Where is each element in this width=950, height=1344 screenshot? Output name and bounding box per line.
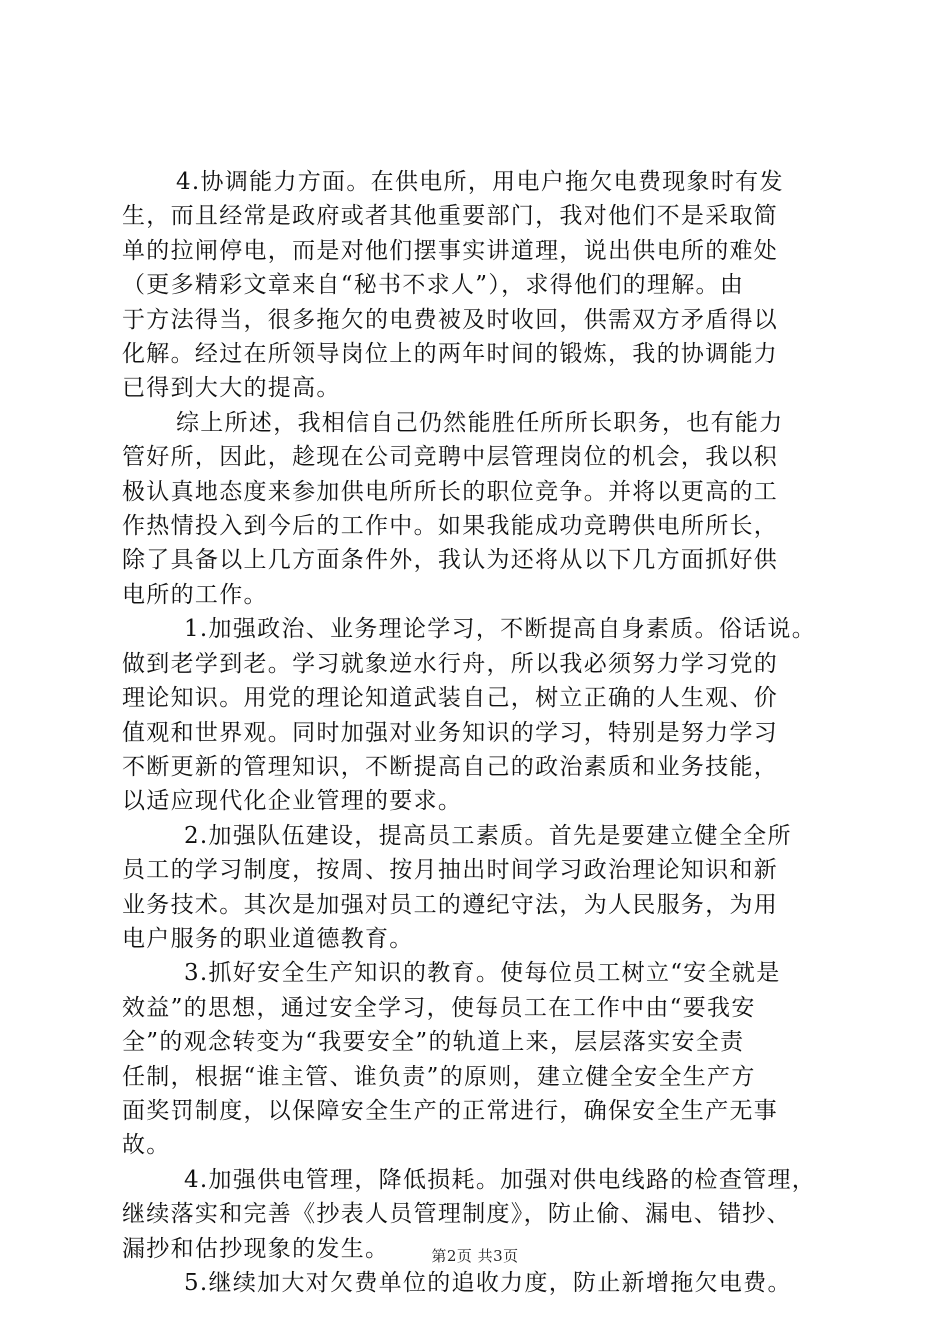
- page-footer: 第2页 共3页: [431, 1247, 519, 1265]
- paragraph-line: 4.加强供电管理，降低损耗。加强对供电线路的检查管理，: [184, 1166, 817, 1193]
- paragraph-line: 除了具备以上几方面条件外，我认为还将从以下几方面抓好供: [122, 547, 779, 574]
- paragraph-line: 面奖罚制度，以保障安全生产的正常进行，确保安全生产无事: [122, 1097, 779, 1124]
- paragraph-line: 不断更新的管理知识，不断提高自己的政治素质和业务技能，: [122, 753, 779, 780]
- paragraph: [122, 165, 832, 406]
- paragraph: [122, 1266, 832, 1300]
- paragraph-line: 员工的学习制度，按周、按月抽出时间学习政治理论知识和新: [122, 857, 779, 884]
- paragraph-line: 单的拉闸停电，而是对他们摆事实讲道理，说出供电所的难处: [122, 237, 779, 264]
- paragraph-line: 5.继续加大对欠费单位的追收力度，防止新增拖欠电费。: [184, 1270, 792, 1296]
- paragraph: [122, 612, 832, 818]
- paragraph: [122, 956, 832, 1162]
- paragraph-line: 生，而且经常是政府或者其他重要部门，我对他们不是采取简: [122, 203, 779, 230]
- paragraph-line: 化解。经过在所领导岗位上的两年时间的锻炼，我的协调能力: [122, 341, 779, 368]
- paragraph-line: 漏抄和估抄现象的发生。: [122, 1235, 390, 1262]
- paragraph-line: 任制，根据“谁主管、谁负责”的原则，建立健全安全生产方: [122, 1063, 756, 1090]
- paragraph-line: 3.抓好安全生产知识的教育。使每位员工树立“安全就是: [184, 960, 781, 987]
- paragraph-line: 做到老学到老。学习就象逆水行舟，所以我必须努力学习党的: [122, 650, 779, 677]
- paragraph-line: 1.加强政治、业务理论学习，不断提高自身素质。俗话说。: [184, 616, 817, 643]
- paragraph-line: 电所的工作。: [122, 581, 268, 608]
- paragraph-line: 电户服务的职业道德教育。: [122, 925, 414, 952]
- paragraph: [122, 406, 832, 612]
- paragraph-line: 故。: [122, 1132, 171, 1159]
- paragraph-line: 极认真地态度来参加供电所所长的职位竞争。并将以更高的工: [122, 478, 779, 505]
- paragraph-line: 管好所，因此，趁现在公司竞聘中层管理岗位的机会，我以积: [122, 444, 779, 471]
- paragraph-line: 继续落实和完善《抄表人员管理制度》，防止偷、漏电、错抄、: [122, 1201, 791, 1228]
- paragraph-line: 效益”的思想，通过安全学习，使每员工在工作中由“要我安: [122, 994, 756, 1021]
- paragraph-line: 于方法得当，很多拖欠的电费被及时收回，供需双方矛盾得以: [122, 306, 779, 333]
- paragraph-line: 以适应现代化企业管理的要求。: [122, 788, 463, 815]
- paragraph-line: （更多精彩文章来自“秘书不求人”），求得他们的理解。由: [122, 272, 745, 299]
- paragraph-line: 值观和世界观。同时加强对业务知识的学习，特别是努力学习: [122, 719, 779, 746]
- document-body: [122, 165, 832, 1300]
- paragraph-line: 2.加强队伍建设，提高员工素质。首先是要建立健全全所: [184, 822, 792, 849]
- paragraph: [122, 819, 832, 957]
- paragraph-line: 全”的观念转变为“我要安全”的轨道上来，层层落实安全责: [122, 1029, 745, 1056]
- paragraph-line: 作热情投入到今后的工作中。如果我能成功竞聘供电所所长，: [122, 513, 779, 540]
- paragraph-line: 已得到大大的提高。: [122, 375, 341, 402]
- paragraph-line: 业务技术。其次是加强对员工的遵纪守法，为人民服务，为用: [122, 891, 779, 918]
- paragraph-line: 4.协调能力方面。在供电所，用电户拖欠电费现象时有发: [176, 169, 784, 195]
- paragraph-line: 综上所述，我相信自己仍然能胜任所所长职务，也有能力: [176, 409, 784, 436]
- paragraph-line: 理论知识。用党的理论知道武装自己，树立正确的人生观、价: [122, 685, 779, 712]
